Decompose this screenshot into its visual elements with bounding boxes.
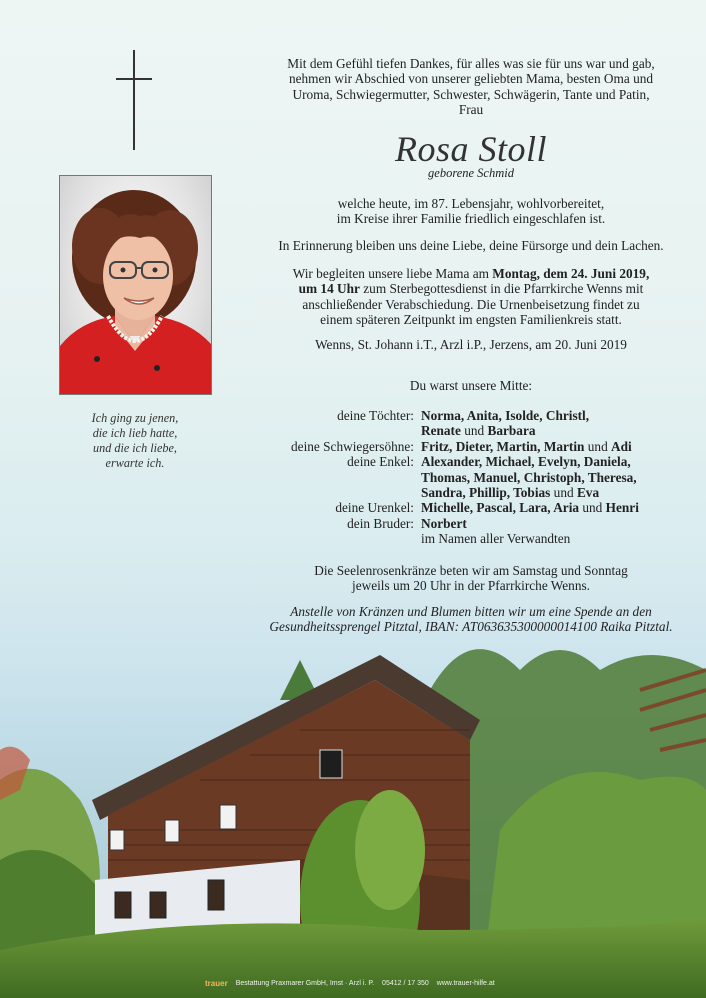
funeral-line: einem späteren Zeitpunkt im engsten Familienkreis statt. bbox=[320, 312, 622, 328]
funeral-text-part: zum Sterbegottesdienst in die Pfarrkirche Wenns mit bbox=[359, 281, 644, 297]
portrait-photo bbox=[59, 175, 212, 395]
conjunction: und bbox=[460, 423, 488, 439]
center-line-text: Du warst unsere Mitte: bbox=[409, 378, 533, 393]
relation-names: Sandra, Phillip, Tobias bbox=[421, 485, 551, 501]
footer-credits bbox=[205, 976, 605, 990]
relation-names: Eva bbox=[576, 485, 600, 501]
relation-names: Norbert bbox=[421, 515, 467, 531]
funeral-line: anschließender Verabschiedung. Die Urnenbeisetzung findet zu bbox=[302, 296, 640, 312]
company-web: www.trauer-hilfe.at bbox=[436, 979, 495, 987]
passing-text bbox=[258, 196, 684, 227]
quote-line: erwarte ich. bbox=[105, 456, 165, 470]
passing-line: welche heute, im 87. Lebensjahr, wohlvorbereitet, bbox=[337, 196, 605, 211]
rosary-line: jeweils um 20 Uhr in der Pfarrkirche Wenns. bbox=[352, 578, 590, 594]
cross-icon bbox=[116, 50, 152, 150]
center-line bbox=[258, 378, 684, 393]
relation-names: Renate bbox=[421, 423, 461, 439]
relation-label: deine Töchter: bbox=[337, 408, 414, 423]
relation-names: Alexander, Michael, Evelyn, Daniela, bbox=[421, 454, 631, 470]
intro-line: Mit dem Gefühl tiefen Dankes, für alles was sie für uns war und gab, bbox=[287, 56, 655, 71]
deceased-name: Rosa Stoll bbox=[394, 129, 547, 169]
conjunction: und bbox=[550, 485, 577, 501]
place-date bbox=[258, 337, 684, 352]
quote-line: und die ich liebe, bbox=[93, 441, 177, 455]
memory-line: In Erinnerung bleiben uns deine Liebe, deine Fürsorge und dein Lachen. bbox=[278, 238, 664, 253]
intro-line: Frau bbox=[458, 102, 484, 118]
donation-line: Gesundheitssprengel Pitztal, IBAN: AT063635300000014100 Raika Pitztal. bbox=[269, 619, 673, 635]
funeral-date: Montag, dem 24. Juni 2019, bbox=[492, 266, 650, 281]
funeral-text bbox=[258, 266, 684, 328]
quote-line: Ich ging zu jenen, bbox=[91, 411, 179, 425]
intro-line: Uroma, Schwiegermutter, Schwester, Schwägerin, Tante und Patin, bbox=[292, 86, 650, 102]
relation-label: dein Bruder: bbox=[347, 515, 414, 531]
company-name: Bestattung Praxmarer GmbH, Imst · Arzl i. P. bbox=[235, 979, 375, 987]
family-list bbox=[260, 408, 690, 547]
birth-name: geborene Schmid bbox=[428, 166, 514, 180]
relation-label: deine Enkel: bbox=[347, 454, 414, 470]
quote-line: die ich lieb hatte, bbox=[92, 426, 178, 440]
funeral-time: um 14 Uhr bbox=[298, 281, 360, 297]
conjunction: und bbox=[579, 500, 606, 516]
relation-label: deine Urenkel: bbox=[335, 500, 414, 516]
relation-names: Norma, Anita, Isolde, Christl, bbox=[421, 408, 590, 423]
memorial-quote bbox=[40, 411, 230, 471]
rosary-line: Die Seelenrosenkränze beten wir am Samstag und Sonntag bbox=[314, 563, 628, 578]
memory-text bbox=[258, 238, 684, 253]
passing-line: im Kreise ihrer Familie friedlich eingeschlafen ist. bbox=[336, 211, 606, 227]
place-date-line: Wenns, St. Johann i.T., Arzl i.P., Jerzens, am 20. Juni 2019 bbox=[315, 337, 627, 352]
relation-label: deine Schwiegersöhne: bbox=[291, 438, 414, 454]
conjunction: und bbox=[584, 438, 612, 454]
relation-names: Thomas, Manuel, Christoph, Theresa, bbox=[421, 469, 637, 485]
relation-names: Barbara bbox=[487, 423, 536, 439]
relation-names: Michelle, Pascal, Lara, Aria bbox=[421, 500, 580, 516]
donation-line: Anstelle von Kränzen und Blumen bitten wir um eine Spende an den bbox=[290, 604, 652, 619]
company-logo: trauer bbox=[205, 978, 228, 988]
relation-names: Henri bbox=[605, 500, 639, 516]
relatives-line: im Namen aller Verwandten bbox=[421, 531, 571, 547]
relation-names: Fritz, Dieter, Martin, Martin bbox=[421, 438, 585, 454]
intro-text bbox=[258, 56, 684, 118]
funeral-text-part: Wir begleiten unsere liebe Mama am bbox=[292, 266, 493, 281]
intro-line: nehmen wir Abschied von unserer geliebten Mama, besten Oma und bbox=[288, 71, 654, 87]
company-phone: 05412 / 17 350 bbox=[382, 979, 429, 987]
relation-names: Adi bbox=[611, 438, 632, 454]
farmhouse-landscape bbox=[0, 630, 706, 998]
rosary-text bbox=[258, 563, 684, 594]
